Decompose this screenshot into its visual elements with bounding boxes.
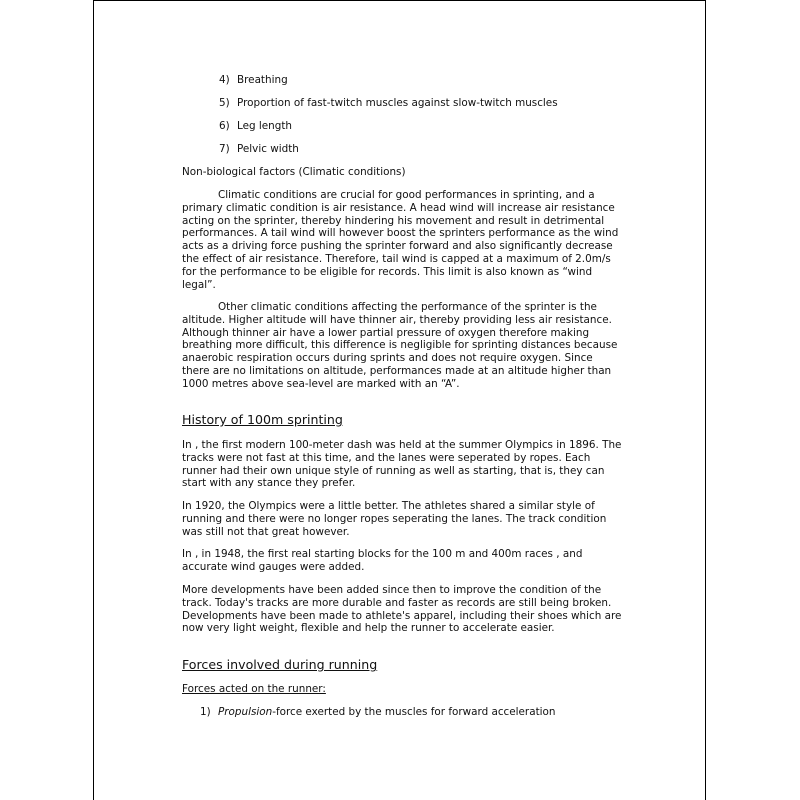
list-term: Propulsion <box>218 706 273 718</box>
list-text: Pelvic width <box>237 143 299 155</box>
section-label-non-biological: Non-biological factors (Climatic conditions) <box>182 166 406 178</box>
heading-forces: Forces involved during running <box>182 657 378 672</box>
list-text: -force exerted by the muscles for forward acceleration <box>272 706 556 718</box>
list-number: 1) <box>200 706 211 718</box>
paragraph-text: Climatic conditions are crucial for good performances in sprinting, and a primary climatic condition is air resistance. A head wind will increase air resistance acting on the sprinter, thereby hindering his movement and result in detrimental performances. A tail wind will however boost the sprinters performance as the wind acts as a driving force pushing the sprinter forward and also significantly decrease the effect of air resistance. Therefore, tail wind is capped at a maximum of 2.0m/s for the performance to be eligible for records. This limit is also known as “wind legal”. <box>182 189 619 291</box>
paragraph-altitude <box>182 301 622 391</box>
list-number: 7) <box>219 143 230 155</box>
list-item <box>219 120 292 132</box>
heading-history: History of 100m sprinting <box>182 412 343 427</box>
list-number: 6) <box>219 120 230 132</box>
list-text: Proportion of fast-twitch muscles against slow-twitch muscles <box>237 97 558 109</box>
list-number: 5) <box>219 97 230 109</box>
list-item <box>219 97 558 109</box>
list-text: Breathing <box>237 74 288 86</box>
paragraph-climatic <box>182 189 622 291</box>
list-text: Leg length <box>237 120 293 132</box>
document-page <box>93 0 706 800</box>
paragraph-history-1896: In , the first modern 100-meter dash was held at the summer Olympics in 1896. The tracks were not fast at this time, and the lanes were seperated by ropes. Each runner had their own unique style of running as well as starting, that is, they can start with any stance they prefer. <box>182 439 622 490</box>
paragraph-history-developments: More developments have been added since then to improve the condition of the track. Today's tracks are more durable and faster as records are still being broken. Developments have been made to athlete's apparel, including their shoes which are now very light weight, flexible and help the runner to accelerate easier. <box>182 584 622 635</box>
list-item <box>200 706 555 718</box>
paragraph-history-1948: In , in 1948, the first real starting blocks for the 100 m and 400m races , and accurate wind gauges were added. <box>182 548 583 573</box>
subheading-forces-on-runner: Forces acted on the runner: <box>182 683 326 695</box>
list-item <box>219 74 288 86</box>
list-number: 4) <box>219 74 230 86</box>
list-item <box>219 143 299 155</box>
paragraph-text: Other climatic conditions affecting the performance of the sprinter is the altitude. Higher altitude will have thinner air, thereby providing less air resistance. Although thinner air have a lower partial pressure of oxygen therefore making breathing more difficult, this difference is negligible for sprinting distances because anaerobic respiration occurs during sprints and does not require oxygen. Since there are no limitations on altitude, performances made at an altitude higher than 1000 metres above sea-level are marked with an “A”. <box>182 301 618 390</box>
paragraph-history-1920: In 1920, the Olympics were a little better. The athletes shared a similar style of running and there were no longer ropes seperating the lanes. The track condition was still not that great however. <box>182 500 607 538</box>
